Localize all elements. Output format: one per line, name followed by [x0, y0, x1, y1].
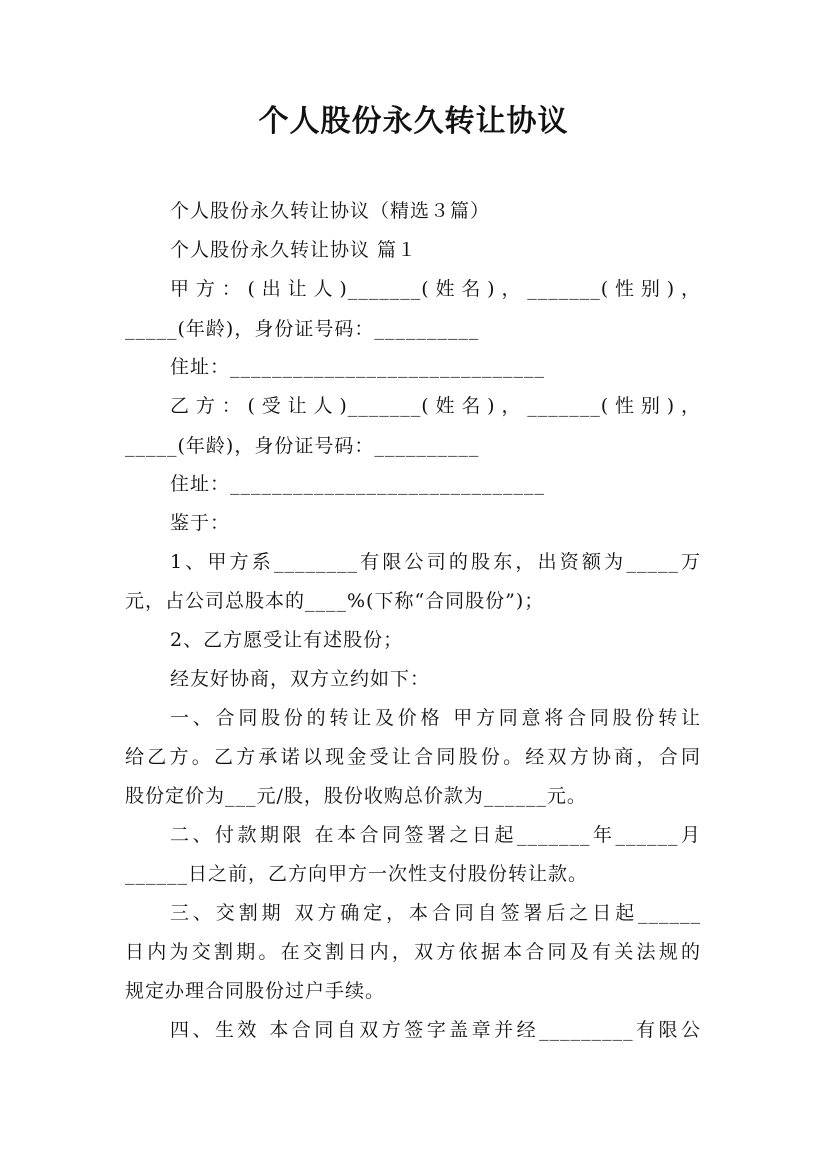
paragraph-line: ______日之前，乙方向甲方一次性支付股份转让款。	[125, 863, 589, 885]
paragraph-line: 一、合同股份的转让及价格 甲方同意将合同股份转让	[170, 707, 701, 729]
paragraph-line: 1、甲方系________有限公司的股东，出资额为_____万	[170, 551, 701, 573]
section-heading: 个人股份永久转让协议 篇１	[170, 239, 418, 261]
paragraph-line: 股份定价为___元/股，股份收购总价款为______元。	[125, 785, 587, 807]
paragraph-line: 经友好协商，双方立约如下：	[170, 668, 431, 690]
paragraph-line: 规定办理合同股份过户手续。	[125, 980, 386, 1002]
whereas-heading: 鉴于：	[170, 512, 231, 534]
paragraph-line: 2、乙方愿受让有述股份；	[170, 629, 404, 651]
paragraph-line: 元，占公司总股本的____%(下称“合同股份”)；	[125, 590, 545, 612]
document-title: 个人股份永久转让协议	[258, 104, 569, 139]
party-a-id-line: _____(年龄)，身份证号码：__________	[125, 318, 480, 340]
paragraph-line: 三、交割期 双方确定，本合同自签署后之日起______	[170, 902, 701, 924]
party-a-line: 甲方：(出让人)_______(姓名)，_______(性别)，	[170, 278, 701, 300]
party-a-address-line: 住址：______________________________	[170, 356, 546, 378]
subtitle-line: 个人股份永久转让协议（精选３篇）	[170, 200, 491, 222]
party-b-address-line: 住址：______________________________	[170, 473, 546, 495]
paragraph-line: 二、付款期限 在本合同签署之日起_______年______月	[170, 824, 701, 846]
party-b-line: 乙方：(受让人)_______(姓名)，_______(性别)，	[170, 395, 701, 417]
paragraph-line: 日内为交割期。在交割日内，双方依据本合同及有关法规的	[125, 941, 701, 963]
paragraph-line: 给乙方。乙方承诺以现金受让合同股份。经双方协商，合同	[125, 746, 701, 768]
paragraph-line: 四、生效 本合同自双方签字盖章并经_________有限公	[170, 1019, 701, 1041]
party-b-id-line: _____(年龄)，身份证号码：__________	[125, 435, 480, 457]
